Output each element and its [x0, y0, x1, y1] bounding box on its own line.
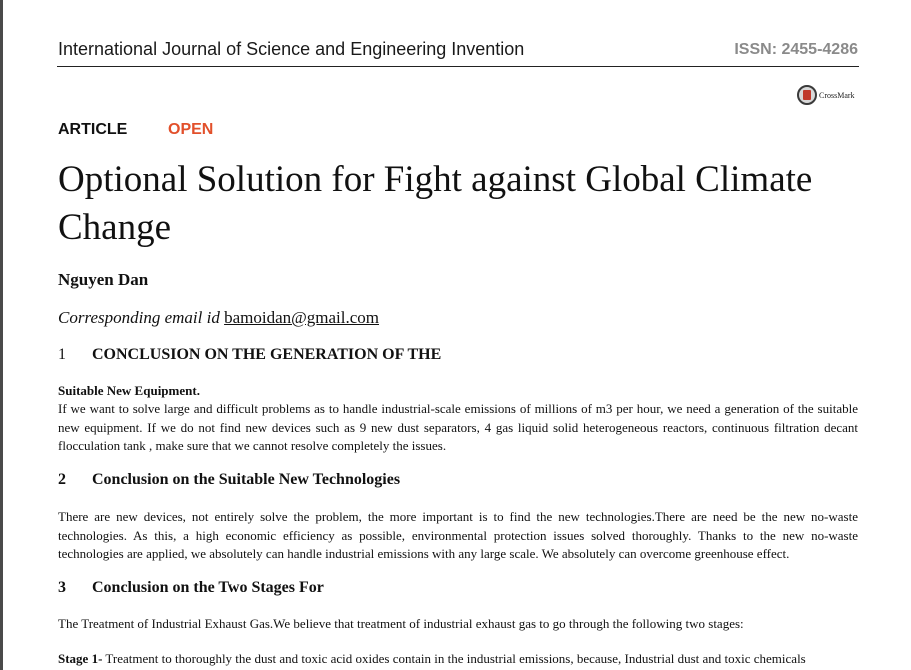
section-heading-3: [58, 579, 324, 597]
section-number: 2: [58, 471, 66, 488]
crossmark-badge[interactable]: [797, 85, 855, 105]
open-access-label: OPEN: [168, 121, 214, 138]
section-heading-1: [58, 346, 441, 364]
header-rule: [57, 66, 859, 67]
author-name: Nguyen Dan: [58, 270, 149, 289]
article-type-label: ARTICLE: [58, 121, 128, 138]
corresponding-email: [58, 308, 379, 328]
email-prefix: Corresponding email id: [58, 308, 225, 327]
section-heading-2: [58, 471, 400, 489]
section-number: 1: [58, 346, 66, 363]
issn-label: ISSN: 2455-4286: [734, 41, 858, 58]
crossmark-label: CrossMark: [819, 90, 855, 100]
crossmark-icon: [797, 85, 817, 105]
section-subheading: Suitable New Equipment.: [58, 383, 200, 398]
section-1-body: If we want to solve large and difficult problems as to handle industrial-scale emissions of millions of m3 per hour, we need a generation of the suitable new equipment. If we do not find new devices such as 9 new dust separators, 4 gas liquid solid heterogeneous reactors, continuous filtration decant flocculation tank , make sure that we cannot resolve completely the issues.: [58, 401, 858, 453]
email-link[interactable]: bamoidan@gmail.com: [224, 308, 380, 327]
section-3-body: The Treatment of Industrial Exhaust Gas.We believe that treatment of industrial exhaust gas to go through the following two stages:: [58, 616, 744, 631]
journal-name: International Journal of Science and Engineering Invention: [58, 39, 525, 59]
section-number: 3: [58, 579, 66, 596]
paper-title: Optional Solution for Fight against Global Climate Change: [58, 159, 813, 248]
section-title: CONCLUSION ON THE GENERATION OF THE: [92, 346, 442, 363]
stage-1-paragraph: [58, 650, 860, 669]
section-2-body: There are new devices, not entirely solve the problem, the more important is to find the new technologies.There are need be the new no-waste technologies. As this, a high economic efficiency as possible, environmental protection issues solved thoroughly. Thanks to the new no-waste technologies are applied, we absolutely can handle industrial emissions with any large scale. We absolutely can overcome greenhouse effect.: [58, 509, 858, 561]
stage-text: Treatment to thoroughly the dust and toxic acid oxides contain in the industrial emissions, because, Industrial dust and toxic chemicals: [102, 651, 806, 666]
section-title: Conclusion on the Suitable New Technologies: [92, 471, 401, 488]
stage-label: Stage 1-: [58, 651, 103, 666]
section-title: Conclusion on the Two Stages For: [92, 579, 324, 596]
